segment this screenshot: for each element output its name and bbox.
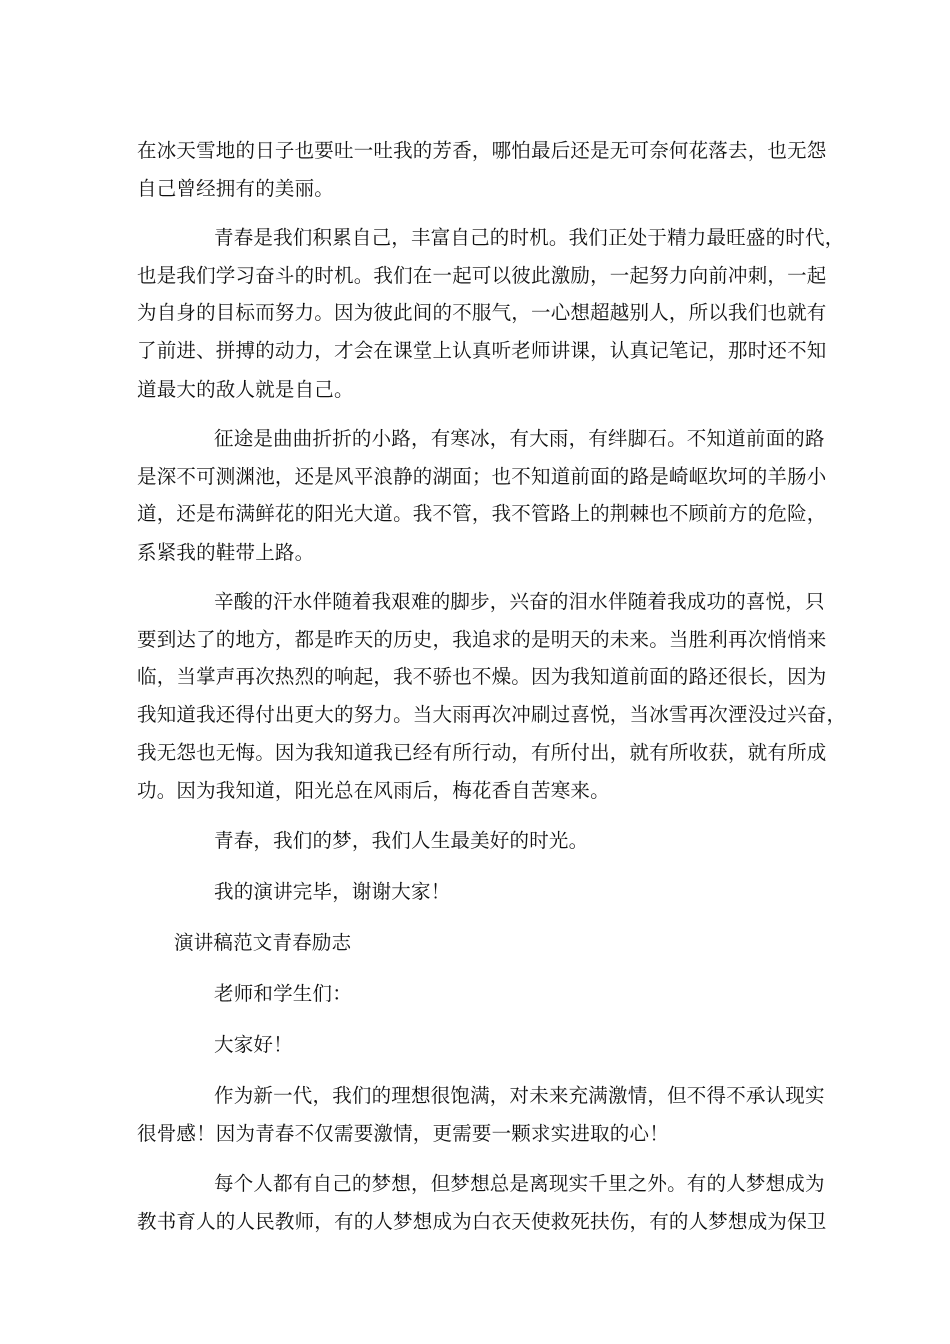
text-line: 在冰天雪地的日子也要吐一吐我的芳香，哪怕最后还是无可奈何花落去，也无怨 [137,139,827,162]
text-line: 了前进、拼搏的动力，才会在课堂上认真听老师讲课，认真记笔记，那时还不知 [137,339,827,362]
text-line: 青春是我们积累自己，丰富自己的时机。我们正处于精力最旺盛的时代， [214,226,845,249]
text-line: 道，还是布满鲜花的阳光大道。我不管，我不管路上的荆棘也不顾前方的危险， [137,502,827,525]
text-line: 青春，我们的梦，我们人生最美好的时光。 [214,829,589,852]
text-line: 我的演讲完毕，谢谢大家！ [214,880,451,903]
text-line: 作为新一代，我们的理想很饱满，对未来充满激情，但不得不承认现实 [214,1084,825,1107]
text-line: 为自身的目标而努力。因为彼此间的不服气，一心想超越别人，所以我们也就有 [137,301,827,324]
text-line: 系紧我的鞋带上路。 [137,541,315,564]
text-line: 征途是曲曲折折的小路，有寒冰，有大雨，有绊脚石。不知道前面的路 [214,427,825,450]
text-line: 辛酸的汗水伴随着我艰难的脚步，兴奋的泪水伴随着我成功的喜悦，只 [214,590,825,613]
text-line: 临，当掌声再次热烈的响起，我不骄也不燥。因为我知道前面的路还很长，因为 [137,665,827,688]
text-line: 是深不可测渊池，还是风平浪静的湖面；也不知道前面的路是崎岖坎坷的羊肠小 [137,465,827,488]
text-line: 我无怨也无悔。因为我知道我已经有所行动，有所付出，就有所收获，就有所成 [137,741,827,764]
text-line: 我知道我还得付出更大的努力。当大雨再次冲刷过喜悦，当冰雪再次湮没过兴奋， [137,703,847,726]
text-line: 每个人都有自己的梦想，但梦想总是离现实千里之外。有的人梦想成为 [214,1172,825,1195]
text-line: 功。因为我知道，阳光总在风雨后，梅花香自苦寒来。 [137,779,610,802]
text-line: 大家好！ [214,1033,293,1056]
text-line: 道最大的敌人就是自己。 [137,378,354,401]
text-line: 老师和学生们： [214,982,352,1005]
text-line: 要到达了的地方，都是昨天的历史，我追求的是明天的未来。当胜利再次悄悄来 [137,628,827,651]
text-line: 也是我们学习奋斗的时机。我们在一起可以彼此激励，一起努力向前冲刺，一起 [137,264,827,287]
text-line: 自己曾经拥有的美丽。 [137,177,335,200]
section-title: 演讲稿范文青春励志 [174,931,352,954]
text-line: 教书育人的人民教师，有的人梦想成为白衣天使救死扶伤，有的人梦想成为保卫 [137,1210,827,1233]
text-line: 很骨感！因为青春不仅需要激情，更需要一颗求实进取的心！ [137,1122,669,1145]
